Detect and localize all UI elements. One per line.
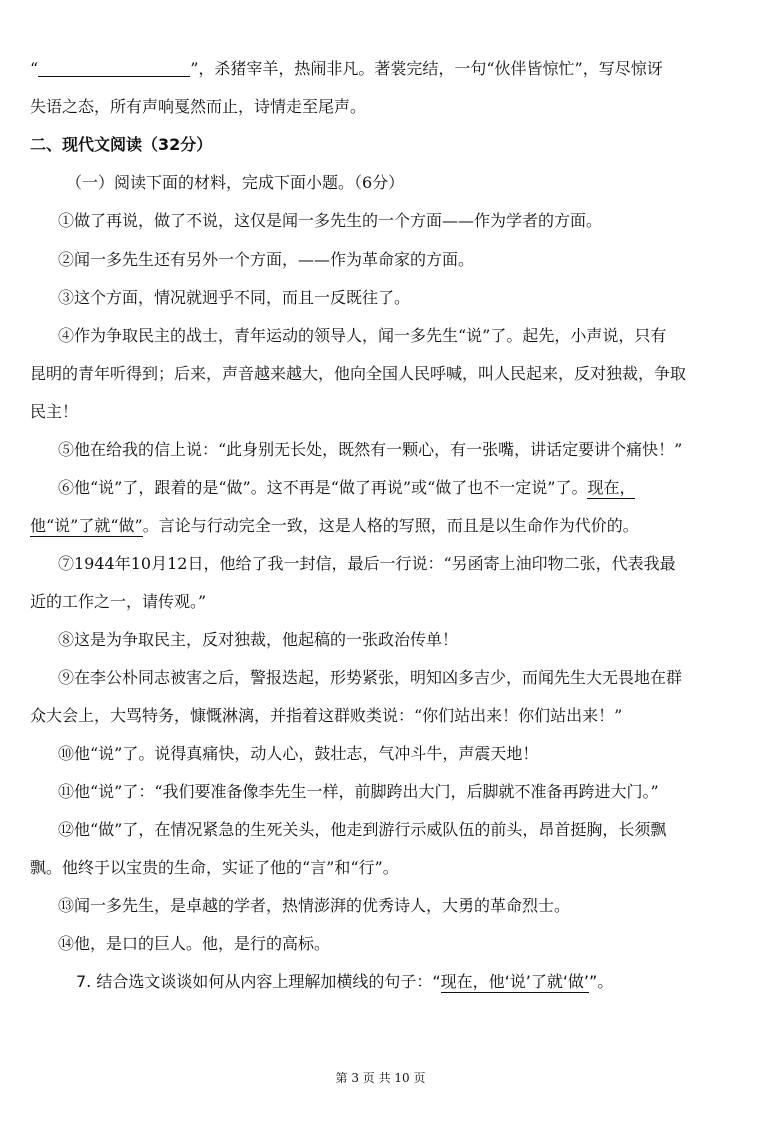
paragraph-4-line-2: 昆明的青年听得到；后来，声音越来越大，他向全国人民呼喊，叫人民起来，反对独裁，争取	[30, 364, 687, 383]
poem-summary-text-1: ”，杀猪宰羊，热闹非凡。著裳完结，一句“伙伴皆惊忙”，写尽惊讶	[190, 59, 663, 78]
paragraph-8: ⑧这是为争取民主，反对独裁，他起稿的一张政治传单！	[58, 630, 459, 649]
paragraph-7-line-2: 近的工作之一，请传观。”	[30, 592, 207, 611]
paragraph-12-line-1: ⑫他“做”了，在情况紧急的生死关头，他走到游行示威队伍的前头，昂首挺胸，长须飘	[58, 820, 667, 839]
question-7-underlined: 现在，他‘说’了就‘做’	[440, 972, 590, 991]
poem-summary-line-1	[0, 58, 761, 80]
paragraph-10: ⑩他“说”了。说得真痛快，动人心，鼓壮志，气冲斗牛，声震天地！	[58, 744, 539, 763]
question-7-suffix: ”。	[589, 972, 614, 991]
paragraph-1: ①做了再说，做了不说，这仅是闻一多先生的一个方面——作为学者的方面。	[58, 211, 603, 230]
question-7	[0, 971, 761, 993]
poem-summary-line-2: 失语之态，所有声响戛然而止，诗情走至尾声。	[30, 97, 367, 116]
paragraph-7-line-1: ⑦1944年10月12日，他给了我一封信，最后一行说：“另函寄上油印物二张，代表我最	[58, 554, 676, 573]
section-heading: 二、现代文阅读（32分）	[30, 135, 213, 154]
paragraph-4-line-1: ④作为争取民主的战士，青年运动的领导人，闻一多先生“说”了。起先，小声说，只有	[58, 326, 667, 345]
paragraph-2: ②闻一多先生还有另外一个方面，——作为革命家的方面。	[58, 250, 475, 269]
paragraph-3: ③这个方面，情况就迥乎不同，而且一反既往了。	[58, 288, 411, 307]
question-7-prefix: 7. 结合选文谈谈如何从内容上理解加横线的句子：“	[76, 972, 441, 991]
paragraph-9-line-1: ⑨在李公朴同志被害之后，警报迭起，形势紧张，明知凶多吉少，而闻先生大无畏地在群	[58, 668, 683, 687]
paragraph-6-text: ⑥他“说”了，跟着的是“做”。这不再是“做了再说”或“做了也不一定说”了。	[58, 478, 588, 497]
paragraph-9-line-2: 众大会上，大骂特务，慷慨淋漓，并指着这群败类说：“你们站出来！你们站出来！”	[30, 706, 623, 725]
paragraph-13: ⑬闻一多先生，是卓越的学者，热情澎湃的优秀诗人，大勇的革命烈士。	[58, 896, 571, 915]
underlined-sentence-part-1: 现在，	[587, 478, 636, 497]
paragraph-12-line-2: 飘。他终于以宝贵的生命，实证了他的“言”和“行”。	[30, 858, 399, 877]
fill-in-blank[interactable]	[38, 60, 190, 77]
paragraph-6-text-2: 。言论与行动完全一致，这是人格的写照，而且是以生命作为代价的。	[142, 516, 639, 535]
underlined-sentence-part-2: 他“说”了就“做”	[30, 516, 143, 535]
open-quote: “	[30, 59, 39, 78]
paragraph-11: ⑪他“说”了：“我们要准备像李先生一样，前脚跨出大门，后脚就不准备再跨进大门。”	[58, 782, 659, 801]
page-footer: 第 3 页 共 10 页	[335, 1071, 426, 1085]
paragraph-5: ⑤他在给我的信上说：“此身别无长处，既然有一颗心，有一张嘴，讲话定要讲个痛快！”	[58, 440, 683, 459]
paragraph-6-line-1	[0, 477, 761, 499]
paragraph-6-line-2	[0, 515, 761, 537]
paragraph-4-line-3: 民主！	[30, 402, 79, 421]
paragraph-14: ⑭他，是口的巨人。他，是行的高标。	[58, 934, 331, 953]
subsection-intro: （一）阅读下面的材料，完成下面小题。（6分）	[66, 173, 405, 192]
